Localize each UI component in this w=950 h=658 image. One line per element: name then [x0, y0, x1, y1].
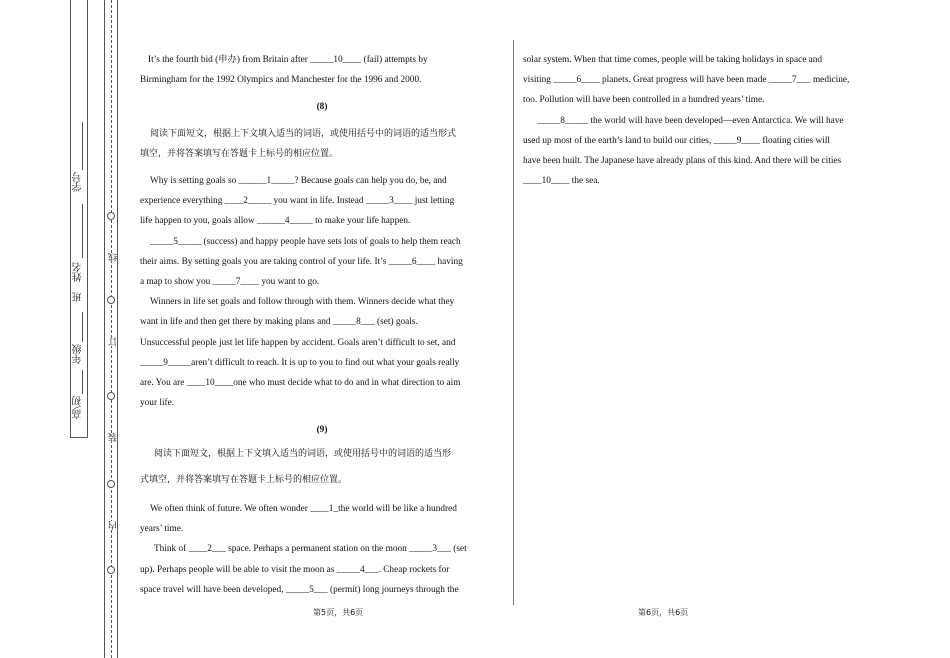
passage-line: their aims. By setting goals you are taking control of your life. It’s _____6____ having — [140, 256, 463, 267]
student-id-label: 学号 — [73, 172, 84, 192]
class-label: 班 — [73, 292, 84, 302]
grade-blank — [82, 370, 83, 394]
passage-line: a map to show you _____7____ you want to go. — [140, 277, 320, 288]
passage-line: Winners in life set goals and follow through with them. Winners decide what they — [150, 297, 455, 308]
passage-line: your life. — [140, 398, 175, 409]
page-5-column — [140, 50, 504, 600]
passage-line: space travel will have been developed, _____5___ (permit) long journeys through the — [140, 584, 459, 595]
passage-line: are. You are ____10____one who must decide what to do and in what direction to aim — [140, 378, 461, 389]
page-6-footer: 第6页，共6页 — [638, 608, 689, 617]
passage-line: Unsuccessful people just let life happen by accident. Goals aren’t difficult to set, and — [140, 337, 456, 348]
seal-char-zhuang: 装 — [108, 433, 118, 442]
passage-line: solar system. When that time comes, people will be taking holidays in space and — [523, 55, 823, 65]
passage-line: want in life and then get there by making plans and _____8___ (set) goals. — [140, 317, 418, 328]
page-divider — [513, 40, 514, 605]
section-8-instruction: 阅读下面短文，根据上下文填入适当的词语，或使用括号中的词语的适当形式 — [150, 128, 457, 139]
binding-margin — [0, 0, 130, 658]
passage-line: _____9_____aren’t difficult to reach. It is up to you to find out what your goals really — [140, 357, 460, 368]
passage-line: Why is setting goals so ______1_____? Because goals can help you do, be, and — [150, 176, 447, 187]
student-id-blank — [82, 122, 83, 170]
seal-circle — [107, 296, 115, 304]
intro-line: Birmingham for the 1992 Olympics and Manchester for the 1996 and 2000. — [140, 75, 422, 86]
student-info-box — [70, 0, 88, 438]
section-9-instruction: 阅读下面短文，根据上下文填入适当的词语，或使用括号中的词语的适当形 — [154, 448, 452, 459]
seal-circle — [107, 392, 115, 400]
passage-line: _____8_____ the world will have been developed—even Antarctica. We will have — [537, 115, 844, 126]
page-6-column — [523, 50, 893, 191]
section-8-instruction: 填空，并将答案填写在答题卡上标号的相应位置。 — [140, 148, 339, 159]
passage-line: Think of ____2___ space. Perhaps a permanent station on the moon _____3___ (set — [154, 544, 467, 555]
seal-circle — [107, 566, 115, 574]
grade-label: 年级 — [73, 344, 84, 364]
passage-line: ____10____ the sea. — [523, 176, 600, 187]
section-8-heading: (8) — [316, 102, 328, 113]
page-5-footer: 第5页，共6页 — [313, 608, 364, 617]
section-9-passage — [140, 499, 504, 600]
name-blank — [82, 204, 83, 258]
seal-char-nei: 内 — [108, 521, 118, 530]
seal-dashed-line — [111, 0, 112, 658]
seal-char-ding: 订 — [108, 337, 118, 346]
intro-line: It’s the fourth bid (申办) from Britain after _____10____ (fail) attempts by — [148, 55, 428, 65]
class-blank — [82, 312, 83, 342]
passage-line: visiting _____6____ planets. Great progress will have been made _____7___ medicine, — [523, 75, 850, 86]
passage-line: _____5_____ (success) and happy people have sets lots of goals to help them reach — [150, 236, 461, 247]
passage-line: have been built. The Japanese have already plans of this kind. And there will be cities — [523, 156, 842, 167]
passage-line: used up most of the earth’s land to build our cities, _____9____ floating cities will — [523, 135, 831, 146]
passage-line: years’ time. — [140, 524, 184, 535]
passage-line: up). Perhaps people will be able to visit the moon as _____4___. Cheap rockets for — [140, 564, 450, 575]
passage-line: We often think of future. We often wonder ____1_the world will be like a hundred — [150, 504, 457, 515]
seal-circle — [107, 212, 115, 220]
passage-line: experience everything ____2_____ you want in life. Instead _____3____ just letting — [140, 196, 455, 207]
section-8-passage — [140, 171, 504, 413]
seal-circle — [107, 480, 115, 488]
passage-line: life happen to you, goals allow ______4_____ to make your life happen. — [140, 216, 411, 227]
section-9-heading: (9) — [316, 425, 328, 436]
passage-line: too. Pollution will have been controlled in a hundred years’ time. — [523, 95, 765, 106]
section-9-instruction: 式填空，并将答案填写在答题卡上标号的相应位置。 — [140, 474, 348, 485]
level-label: 高\初 — [73, 396, 84, 419]
seal-char-xian: 线 — [108, 253, 118, 262]
name-label: 姓名 — [73, 262, 84, 282]
